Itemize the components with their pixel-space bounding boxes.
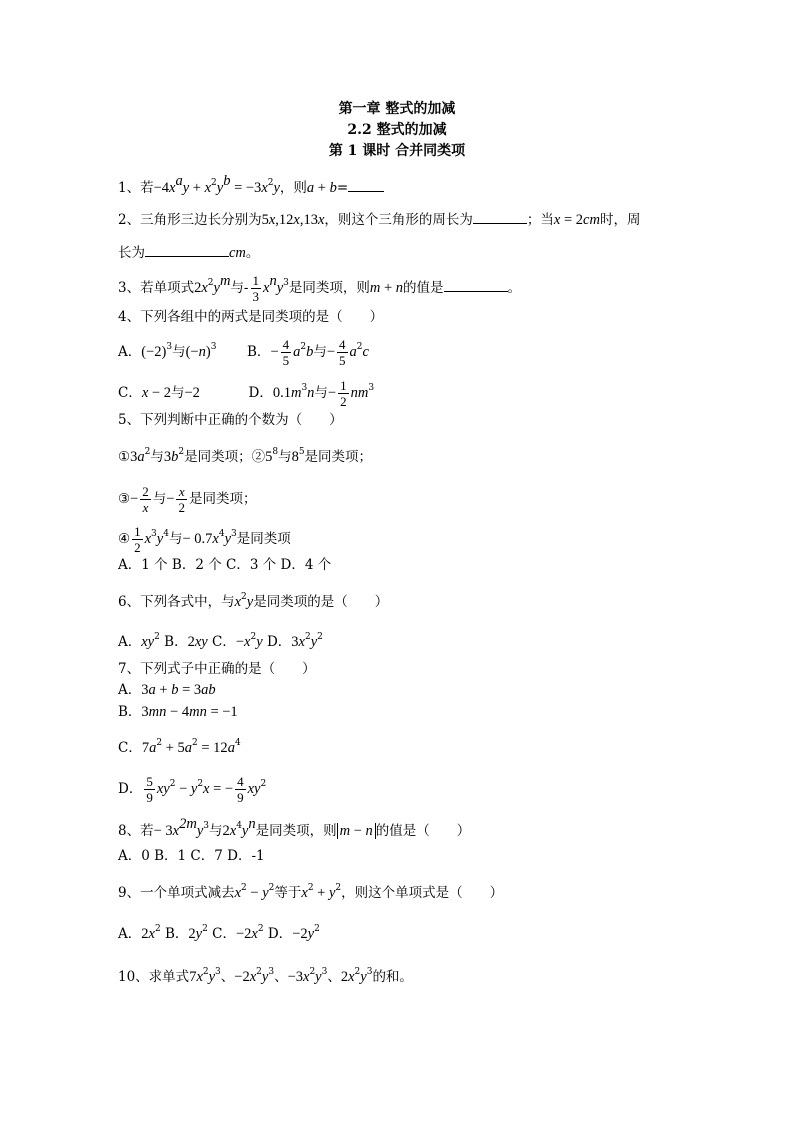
question-5-options: A．1 个 B．2 个 C．3 个 D．4 个 <box>118 557 332 573</box>
question-7-option-d: D． $\frac{5}{9}$ $xy^2 - y^2x$ = − $\frac{4}{9}$ $xy^2$ <box>118 774 267 805</box>
answer-blank[interactable] <box>444 279 508 292</box>
question-10: 10、求单式$7x^2y^3$、$-2x^2y^3$、$-3x^2y^3$、$2x^2y^3$的和。 <box>118 967 413 985</box>
question-7-option-b: B．3mn − 4mn = −1 <box>118 704 238 720</box>
question-7-option-a: A．3a + b = 3ab <box>118 682 216 698</box>
chapter-title: 第一章 整式的加减 <box>338 101 456 117</box>
question-6-options: A．$xy^2$ B．2xy C．$-x^2y$ D．$3x^2y^2$ <box>118 632 323 650</box>
question-5-statement-4: ④ $\frac{1}{2}$ $x^3y^4$与− $0.7x^4y^3$是同类项 <box>118 524 291 555</box>
answer-blank[interactable] <box>473 211 527 224</box>
question-3: 3、若单项式$2x^2y^m$与- $\frac{1}{3}$ $x^ny^3$是同类项，则m + n的值是 。 <box>118 273 522 304</box>
question-5-statements-1-2: $①3a^2$与$3b^2$是同类项；$②5^8$与$8^5$是同类项； <box>118 447 373 465</box>
question-9: 9、一个单项式减去$x^2 - y^2$等于$x^2 + y^2$，则这个单项式是（ ） <box>118 883 504 901</box>
question-8: 8、若− $3x^{2m}y^3$与$2x^4y^n$是同类项，则 m − n 的值是（ ） <box>118 816 471 839</box>
section-title: 2.2 整式的加减 <box>347 122 447 138</box>
question-5-statement-3: ③− $\frac{2}{x}$ 与− $\frac{x}{2}$ 是同类项； <box>118 484 257 515</box>
answer-blank[interactable] <box>348 179 384 192</box>
lesson-title: 第 1 课时 合并同类项 <box>328 143 466 159</box>
question-9-options: A．$2x^2$ B．$2y^2$ C．$-2x^2$ D．$-2y^2$ <box>118 924 320 942</box>
question-4-stem: 4、下列各组中的两式是同类项的是（ ） <box>118 309 384 325</box>
question-2-continued: 长为 cm。 <box>118 245 260 261</box>
question-6: 6、下列各式中，与$x^2y$是同类项的是（ ） <box>118 592 389 610</box>
question-2: 2、三角形三边长分别为5x,12x,13x，则这个三角形的周长为 ；当x = 2cm时，周 <box>118 212 641 228</box>
question-7-stem: 7、下列式子中正确的是（ ） <box>118 661 316 677</box>
question-4-row-ab: A．$(-2)^3$与$(-n)^3$ B．− $\frac{4}{5}$ $a^2b$与− $\frac{4}{5}$ $a^2c$ <box>118 337 369 368</box>
question-1: 1、若$-4x^ay + x^2y^b = -3x^2y$，则a + b= <box>118 172 384 197</box>
question-4-row-cd: C．x − 2与−2 D．$0.1m^3n$与− $\frac{1}{2}$ $nm^3$ <box>118 378 375 409</box>
question-8-options: A．0 B．1 C．7 D．-1 <box>118 848 265 864</box>
question-5-stem: 5、下列判断中正确的个数为（ ） <box>118 412 343 428</box>
answer-blank[interactable] <box>145 244 229 257</box>
question-7-option-c: C．$7a^2 + 5a^2 = 12a^4$ <box>118 738 241 756</box>
